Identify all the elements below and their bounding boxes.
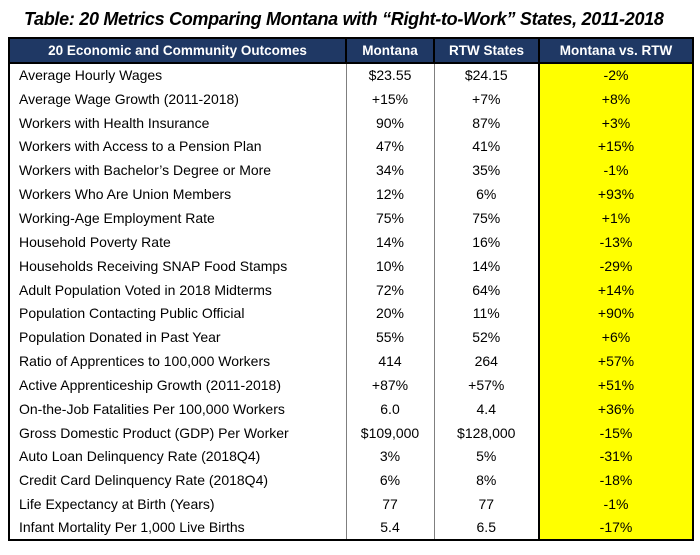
table-title: Table: 20 Metrics Comparing Montana with “Right-to-Work” States, 2011-2018 xyxy=(24,9,664,29)
montana-value-cell: 10% xyxy=(346,254,434,278)
metric-name-cell: Average Wage Growth (2011-2018) xyxy=(19,90,239,107)
table-row xyxy=(9,158,693,182)
column-header-montana-vs-rtw: Montana vs. RTW xyxy=(539,38,693,63)
montana-value-cell: +15% xyxy=(346,87,434,111)
metric-name-cell: Workers with Access to a Pension Plan xyxy=(19,138,262,155)
rtw-value-cell: 6% xyxy=(434,182,539,206)
table-row xyxy=(9,278,693,302)
comparison-value-cell: +14% xyxy=(539,278,693,302)
montana-value-cell: 34% xyxy=(346,158,434,182)
metric-name-cell: Average Hourly Wages xyxy=(19,67,163,84)
comparison-value-cell: -15% xyxy=(539,421,693,445)
table-row xyxy=(9,206,693,230)
montana-value-cell: 72% xyxy=(346,278,434,302)
montana-value-cell: +87% xyxy=(346,373,434,397)
column-header-outcomes: 20 Economic and Community Outcomes xyxy=(9,38,346,63)
metric-name-cell: Population Contacting Public Official xyxy=(19,305,245,322)
metric-name-cell: Workers Who Are Union Members xyxy=(19,186,232,203)
metric-name-cell: Working-Age Employment Rate xyxy=(19,209,215,226)
metric-name-cell: Active Apprenticeship Growth (2011-2018) xyxy=(19,376,281,393)
table-row xyxy=(9,63,693,87)
metric-name-cell: Auto Loan Delinquency Rate (2018Q4) xyxy=(19,448,261,465)
table-row xyxy=(9,87,693,111)
comparison-value-cell: +90% xyxy=(539,301,693,325)
montana-value-cell: $23.55 xyxy=(346,63,434,87)
table-row xyxy=(9,373,693,397)
metric-name-cell: Credit Card Delinquency Rate (2018Q4) xyxy=(19,472,269,489)
table-row xyxy=(9,111,693,135)
rtw-value-cell: 87% xyxy=(434,111,539,135)
comparison-value-cell: -1% xyxy=(539,158,693,182)
metric-name-cell: Households Receiving SNAP Food Stamps xyxy=(19,257,288,274)
rtw-value-cell: $24.15 xyxy=(434,63,539,87)
table-row xyxy=(9,445,693,469)
comparison-value-cell: +1% xyxy=(539,206,693,230)
comparison-value-cell: +57% xyxy=(539,349,693,373)
comparison-value-cell: -29% xyxy=(539,254,693,278)
rtw-value-cell: 11% xyxy=(434,301,539,325)
montana-value-cell: 414 xyxy=(346,349,434,373)
montana-value-cell: 5.4 xyxy=(346,516,434,540)
montana-value-cell: 47% xyxy=(346,135,434,159)
comparison-value-cell: -31% xyxy=(539,445,693,469)
comparison-value-cell: +93% xyxy=(539,182,693,206)
metrics-table xyxy=(8,37,694,541)
table-row xyxy=(9,325,693,349)
montana-value-cell: $109,000 xyxy=(346,421,434,445)
table-body xyxy=(9,63,693,540)
montana-value-cell: 12% xyxy=(346,182,434,206)
comparison-value-cell: -17% xyxy=(539,516,693,540)
rtw-value-cell: 75% xyxy=(434,206,539,230)
metric-name-cell: Adult Population Voted in 2018 Midterms xyxy=(19,281,272,298)
rtw-value-cell: 6.5 xyxy=(434,516,539,540)
metric-name-cell: Life Expectancy at Birth (Years) xyxy=(19,496,215,513)
rtw-value-cell: 77 xyxy=(434,492,539,516)
metric-name-cell: Population Donated in Past Year xyxy=(19,329,221,346)
rtw-value-cell: 8% xyxy=(434,468,539,492)
montana-value-cell: 6.0 xyxy=(346,397,434,421)
comparison-value-cell: -1% xyxy=(539,492,693,516)
montana-value-cell: 55% xyxy=(346,325,434,349)
metric-name-cell: Household Poverty Rate xyxy=(19,233,171,250)
comparison-value-cell: +36% xyxy=(539,397,693,421)
rtw-value-cell: 14% xyxy=(434,254,539,278)
rtw-value-cell: 264 xyxy=(434,349,539,373)
comparison-value-cell: -13% xyxy=(539,230,693,254)
comparison-value-cell: +51% xyxy=(539,373,693,397)
rtw-value-cell: 52% xyxy=(434,325,539,349)
metric-name-cell: On-the-Job Fatalities Per 100,000 Workers xyxy=(19,400,285,417)
table-row xyxy=(9,230,693,254)
comparison-value-cell: -2% xyxy=(539,63,693,87)
table-row xyxy=(9,421,693,445)
comparison-value-cell: +15% xyxy=(539,135,693,159)
comparison-value-cell: +8% xyxy=(539,87,693,111)
montana-value-cell: 3% xyxy=(346,445,434,469)
montana-value-cell: 6% xyxy=(346,468,434,492)
comparison-value-cell: +6% xyxy=(539,325,693,349)
comparison-value-cell: +3% xyxy=(539,111,693,135)
metric-name-cell: Infant Mortality Per 1,000 Live Births xyxy=(19,519,245,536)
table-row xyxy=(9,301,693,325)
column-header-rtw-states: RTW States xyxy=(434,38,539,63)
montana-value-cell: 75% xyxy=(346,206,434,230)
header-row xyxy=(9,38,693,63)
table-row xyxy=(9,468,693,492)
table-row xyxy=(9,516,693,540)
rtw-value-cell: 5% xyxy=(434,445,539,469)
table-row xyxy=(9,182,693,206)
column-header-montana: Montana xyxy=(346,38,434,63)
metric-name-cell: Gross Domestic Product (GDP) Per Worker xyxy=(19,424,289,441)
rtw-value-cell: 16% xyxy=(434,230,539,254)
metric-name-cell: Ratio of Apprentices to 100,000 Workers xyxy=(19,353,271,370)
comparison-value-cell: -18% xyxy=(539,468,693,492)
rtw-value-cell: 41% xyxy=(434,135,539,159)
page xyxy=(0,9,700,541)
table-row xyxy=(9,349,693,373)
rtw-value-cell: 64% xyxy=(434,278,539,302)
metric-name-cell: Workers with Bachelor’s Degree or More xyxy=(19,162,272,179)
rtw-value-cell: +7% xyxy=(434,87,539,111)
table-row xyxy=(9,397,693,421)
montana-value-cell: 14% xyxy=(346,230,434,254)
rtw-value-cell: 4.4 xyxy=(434,397,539,421)
table-row xyxy=(9,254,693,278)
rtw-value-cell: $128,000 xyxy=(434,421,539,445)
rtw-value-cell: +57% xyxy=(434,373,539,397)
montana-value-cell: 20% xyxy=(346,301,434,325)
table-row xyxy=(9,135,693,159)
montana-value-cell: 77 xyxy=(346,492,434,516)
rtw-value-cell: 35% xyxy=(434,158,539,182)
montana-value-cell: 90% xyxy=(346,111,434,135)
metric-name-cell: Workers with Health Insurance xyxy=(19,114,210,131)
table-row xyxy=(9,492,693,516)
